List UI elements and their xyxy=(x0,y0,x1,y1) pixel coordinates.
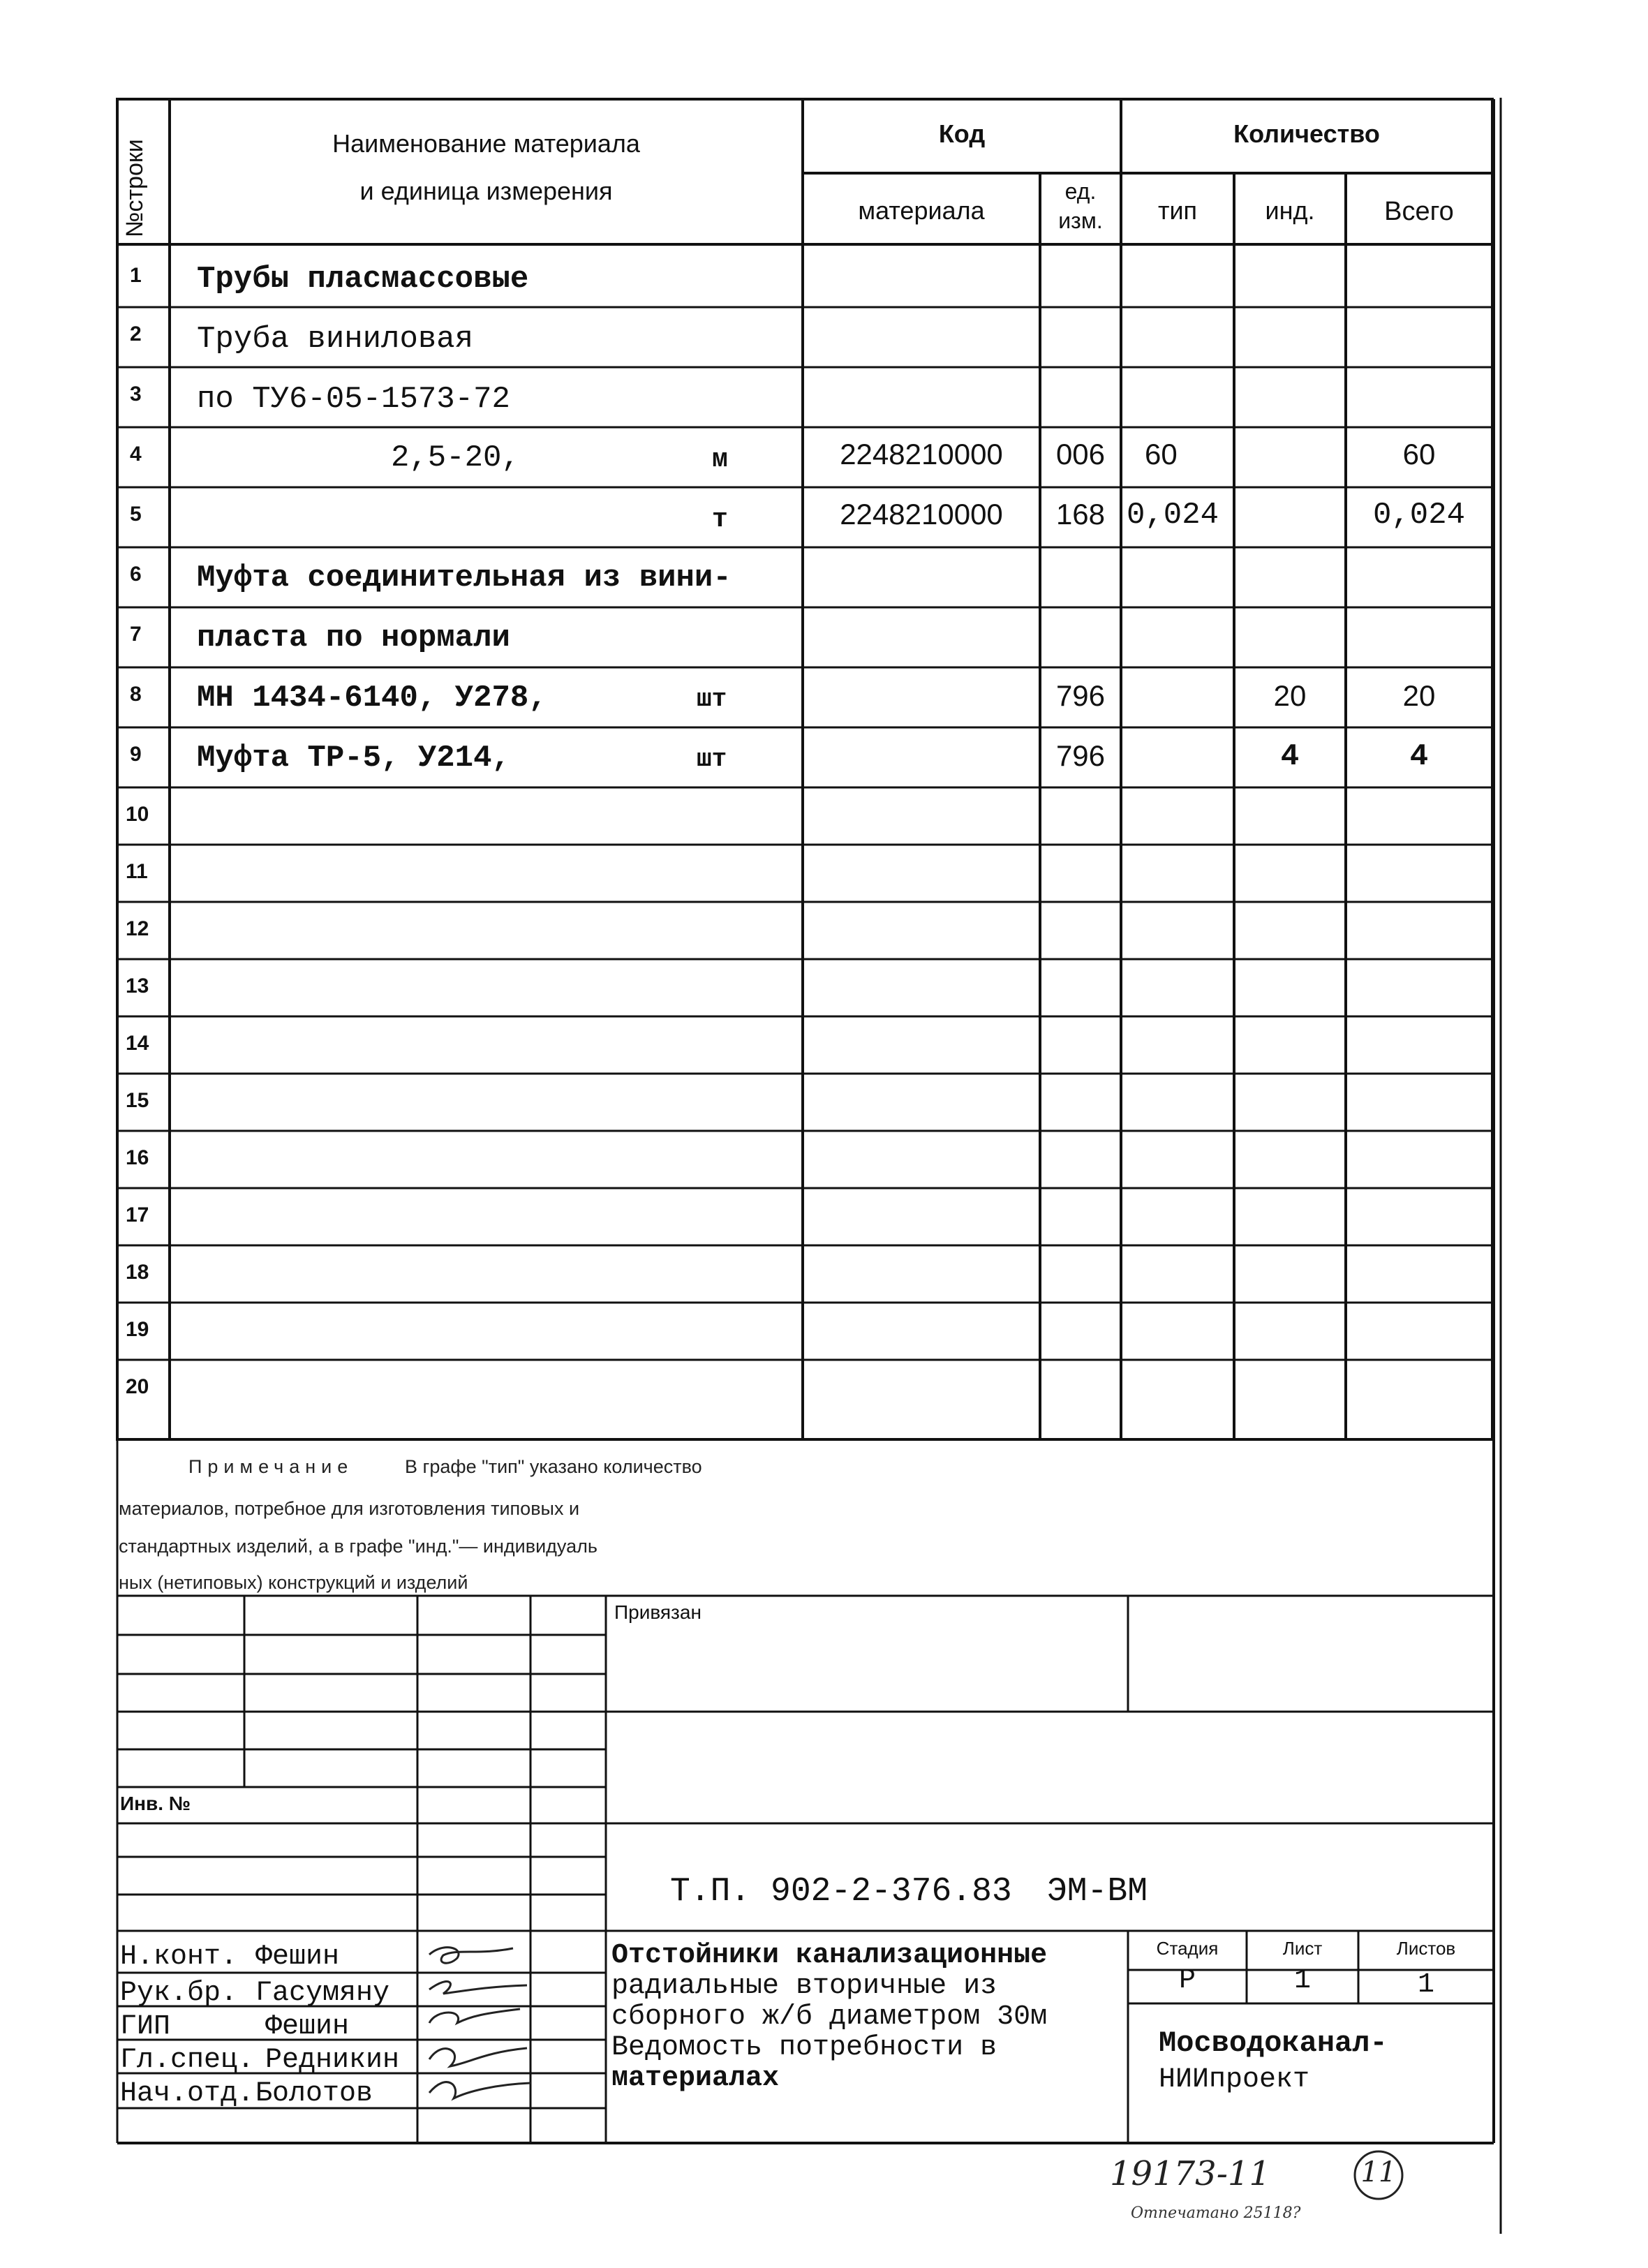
title-line: сборного ж/б диаметром 30м xyxy=(611,2001,1048,2033)
title-line: радиальные вторичные из xyxy=(611,1971,997,2002)
material-name: Муфта соединительная из вини- xyxy=(197,561,732,595)
stage-label: Стадия xyxy=(1156,1938,1219,1959)
unit-label: шт xyxy=(697,745,727,773)
code-header: Код xyxy=(938,119,986,148)
row-number: 4 xyxy=(130,443,142,466)
title-line: Ведомость потребности в xyxy=(611,2032,997,2063)
row-number: 19 xyxy=(126,1318,149,1341)
row-number: 11 xyxy=(126,860,148,883)
row-number: 13 xyxy=(126,974,149,998)
name-header-line2: и единица измерения xyxy=(359,177,613,205)
sheets-label: Листов xyxy=(1396,1938,1456,1959)
row-number: 3 xyxy=(130,383,142,406)
organization-line2: НИИпроект xyxy=(1159,2064,1310,2096)
qty-total: 4 xyxy=(1409,739,1429,774)
qty-total: 20 xyxy=(1402,679,1436,712)
person-name: Гасумяну xyxy=(255,1978,390,2009)
title-line: материалах xyxy=(611,2063,780,2094)
unit-label: т xyxy=(712,505,728,535)
handwritten-note: Отпечатано 25118? xyxy=(1131,2204,1301,2222)
linked-label: Привязан xyxy=(614,1601,701,1623)
sheet-value: 1 xyxy=(1293,1965,1311,1996)
note-title: Примечание xyxy=(188,1456,354,1477)
person-name: Редникин xyxy=(265,2045,400,2076)
inventory-number-label: Инв. № xyxy=(120,1793,191,1814)
name-header-line1: Наименование материала xyxy=(332,129,640,158)
qty-total: 0,024 xyxy=(1372,498,1466,533)
row-number-header: №строки xyxy=(121,139,148,237)
material-code-header: материала xyxy=(858,196,985,225)
row-number: 8 xyxy=(130,683,142,706)
material-name: МН 1434-6140, У278, xyxy=(197,681,547,716)
role: ГИП xyxy=(120,2011,171,2043)
person-name: Фешин xyxy=(265,2011,350,2043)
material-code: 2248210000 xyxy=(840,498,1003,531)
qty-ind: 4 xyxy=(1280,739,1300,774)
organization-line1: Мосводоканал- xyxy=(1159,2026,1388,2060)
ind-header: инд. xyxy=(1265,196,1315,225)
person-name: Фешин xyxy=(255,1941,340,1973)
material-name: пласта по нормали xyxy=(197,621,510,655)
quantity-header: Количество xyxy=(1233,119,1380,148)
row-number: 14 xyxy=(126,1032,149,1055)
document-code: Т.П. 902-2-376.83 xyxy=(670,1873,1012,1911)
material-name: Трубы пласмассовые xyxy=(197,262,529,297)
qty-type: 0,024 xyxy=(1127,498,1219,533)
row-number: 5 xyxy=(130,503,142,526)
row-number: 15 xyxy=(126,1089,149,1112)
unit-code: 796 xyxy=(1055,679,1106,712)
material-name: Муфта ТР-5, У214, xyxy=(197,741,510,776)
row-number: 1 xyxy=(130,264,142,287)
row-number: 2 xyxy=(130,323,142,346)
material-name: Труба виниловая xyxy=(197,322,474,357)
note-line2: материалов, потребное для изготовления типовых и xyxy=(119,1498,580,1519)
qty-total: 60 xyxy=(1402,438,1436,470)
row-number: 20 xyxy=(126,1375,149,1398)
material-code: 2248210000 xyxy=(840,438,1003,470)
document-mark: ЭМ-ВМ xyxy=(1047,1873,1148,1911)
unit-code: 006 xyxy=(1055,438,1106,470)
person-name: Болотов xyxy=(255,2078,373,2110)
role: Гл.спец. xyxy=(120,2045,255,2076)
type-header: тип xyxy=(1157,196,1198,225)
unit-code: 168 xyxy=(1055,498,1106,531)
sheets-value: 1 xyxy=(1417,1969,1434,2001)
row-number: 17 xyxy=(126,1203,149,1226)
unit-header-line1: ед. xyxy=(1064,179,1097,204)
note-line4: ных (нетиповых) конструкций и изделий xyxy=(119,1572,468,1593)
row-number: 18 xyxy=(126,1261,149,1284)
unit-header-line2: изм. xyxy=(1058,208,1103,233)
material-name: 2,5-20, xyxy=(391,440,520,475)
row-number: 10 xyxy=(126,803,149,826)
title-line: Отстойники канализационные xyxy=(611,1940,1048,1971)
row-number: 12 xyxy=(126,917,149,940)
row-number: 7 xyxy=(130,623,142,646)
handwritten-number: 19173-11 xyxy=(1110,2154,1270,2193)
qty-ind: 20 xyxy=(1273,679,1307,712)
role: Нач.отд. xyxy=(120,2078,255,2110)
row-number: 6 xyxy=(130,563,142,586)
unit-label: шт xyxy=(697,685,727,713)
material-name: по ТУ6-05-1573-72 xyxy=(197,382,510,417)
role: Рук.бр. xyxy=(120,1978,238,2009)
note-line3: стандартных изделий, а в графе "инд."— индивидуаль xyxy=(119,1536,597,1557)
note-line1: В графе "тип" указано количество xyxy=(405,1456,702,1477)
unit-code: 796 xyxy=(1055,739,1106,772)
row-number: 9 xyxy=(130,743,142,766)
qty-type: 60 xyxy=(1145,438,1178,470)
total-header: Всего xyxy=(1384,197,1454,226)
role: Н.конт. xyxy=(120,1941,238,1973)
unit-label: м xyxy=(712,445,728,475)
handwritten-circled-number: 11 xyxy=(1360,2156,1397,2188)
row-number: 16 xyxy=(126,1146,149,1169)
signatures xyxy=(429,1948,530,2098)
sheet-label: Лист xyxy=(1282,1938,1323,1959)
stage-value: Р xyxy=(1178,1965,1196,1996)
